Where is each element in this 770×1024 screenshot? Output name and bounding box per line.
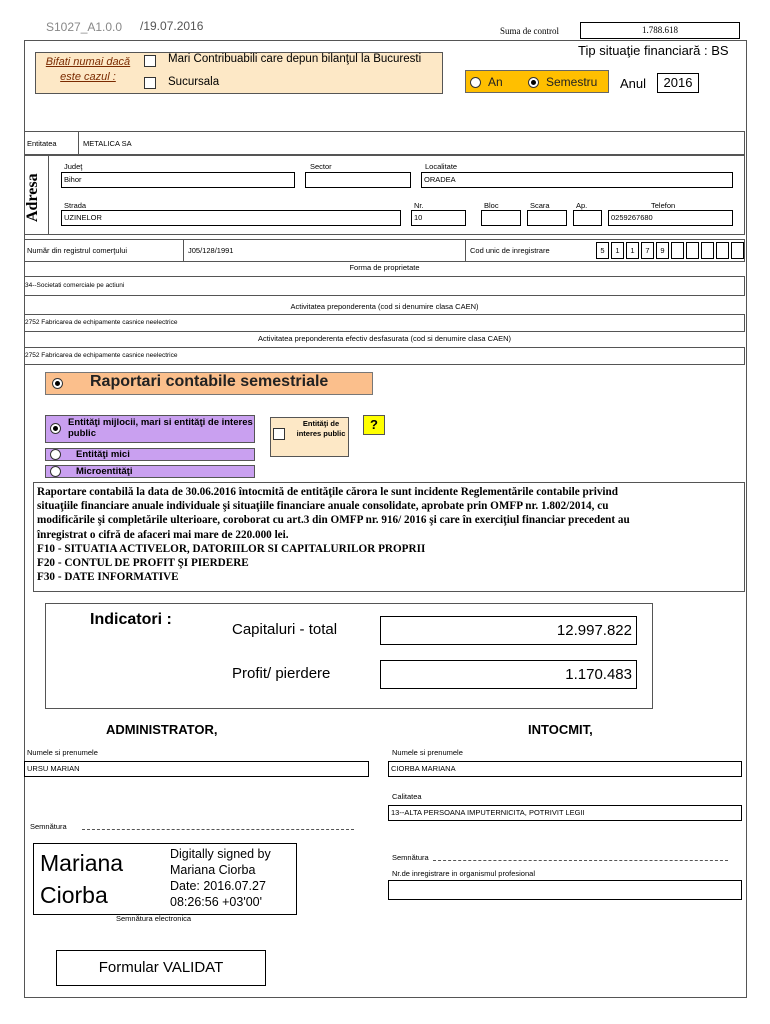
administrator-signature-line: [82, 829, 354, 830]
profit-label: Profit/ pierdere: [232, 665, 331, 682]
interes-public-label: Entităţi de interes public: [296, 419, 346, 438]
description-text: [37, 485, 743, 584]
validat-button[interactable]: Formular VALIDAT: [56, 950, 266, 986]
intocmit-signature-label: Semnătura: [392, 853, 429, 862]
cui-digit[interactable]: [731, 242, 744, 259]
cui-digit[interactable]: [686, 242, 699, 259]
cui-digit[interactable]: [671, 242, 684, 259]
raportari-title: Raportari contabile semestriale: [90, 373, 329, 390]
entity-type-large-radio[interactable]: [50, 423, 61, 434]
sucursala-checkbox[interactable]: [144, 77, 156, 89]
form-code: S1027_A1.0.0: [46, 20, 123, 34]
intocmit-name-field[interactable]: CIORBA MARIANA: [388, 761, 742, 777]
entity-row: [24, 131, 745, 155]
digital-signature-details: Digitally signed by Mariana Ciorba Date: 2016.07.27 08:26:56 +03'00': [170, 847, 271, 909]
registry-field[interactable]: J05/128/1991: [188, 246, 234, 255]
sector-field[interactable]: [305, 172, 411, 188]
year-field[interactable]: 2016: [657, 73, 699, 93]
caen-main-field[interactable]: 2752 Fabricarea de echipamente casnice neelectrice: [25, 319, 178, 326]
administrator-name-label: Numele si prenumele: [27, 748, 98, 757]
entity-type-small-radio[interactable]: [50, 449, 61, 460]
judet-label: Judeţ: [64, 162, 83, 171]
entity-value[interactable]: METALICA SA: [83, 139, 132, 148]
entity-divider: [78, 131, 79, 155]
raportari-radio[interactable]: [52, 378, 63, 389]
intocmit-name-label: Numele si prenumele: [392, 748, 463, 757]
ap-field[interactable]: [573, 210, 602, 226]
cui-digit[interactable]: [716, 242, 729, 259]
entity-type-micro-radio[interactable]: [50, 466, 61, 477]
registry-divider-1: [183, 239, 184, 262]
administrator-title: ADMINISTRATOR,: [106, 722, 218, 737]
ownership-field[interactable]: 34--Societati comerciale pe actiuni: [25, 282, 125, 289]
cui-digit[interactable]: 5: [596, 242, 609, 259]
indicators-title: Indicatori :: [90, 611, 172, 628]
capital-label: Capitaluri - total: [232, 621, 338, 638]
nr-label: Nr.: [414, 201, 424, 210]
bloc-label: Bloc: [484, 201, 499, 210]
telefon-field[interactable]: 0259267680: [608, 210, 733, 226]
caen-actual-label: Activitatea preponderenta efectiv desfasurata (cod si denumire clasa CAEN): [257, 334, 512, 343]
cui-digit[interactable]: 7: [641, 242, 654, 259]
entity-type-large-label: Entităţi mijlocii, mari si entităţi de interes public: [68, 417, 253, 439]
help-button[interactable]: ?: [363, 415, 385, 435]
judet-field[interactable]: Bihor: [61, 172, 295, 188]
nr-inreg-label: Nr.de inregistrare in organismul profesional: [392, 869, 535, 878]
nr-inreg-field[interactable]: [388, 880, 742, 900]
mari-contribuabili-label: Mari Contribuabili care depun bilanţul la Bucuresti: [168, 53, 422, 65]
cui-digit[interactable]: 9: [656, 242, 669, 259]
scara-label: Scara: [530, 201, 550, 210]
address-divider: [48, 155, 49, 235]
localitate-field[interactable]: ORADEA: [421, 172, 733, 188]
digital-signature-name: Mariana Ciorba: [40, 850, 124, 908]
calitatea-field[interactable]: 13--ALTA PERSOANA IMPUTERNICITA, POTRIVIT LEGII: [388, 805, 742, 821]
entity-type-micro-label: Microentităţi: [76, 466, 133, 477]
description-line: Raportare contabilă la data de 30.06.2016 întocmită de entităţile cărora le sunt incidente Reglementările contabile privind: [37, 486, 618, 498]
ownership-field-box: [24, 276, 745, 296]
administrator-name-field[interactable]: URSU MARIAN: [24, 761, 369, 777]
strada-label: Strada: [64, 201, 87, 210]
sucursala-label: Sucursala: [168, 76, 220, 88]
description-line: modificările şi completările ulterioare, coroborat cu art.3 din OMFP nr. 916/ 2016 şi care în exerciţiul financiar precedent au: [37, 514, 630, 527]
checksum-field[interactable]: 1.788.618: [580, 22, 740, 39]
bloc-field[interactable]: [481, 210, 521, 226]
intocmit-title: INTOCMIT,: [528, 722, 593, 737]
caen-actual-field[interactable]: 2752 Fabricarea de echipamente casnice neelectrice: [25, 352, 178, 359]
year-label: Anul: [620, 76, 647, 91]
scara-field[interactable]: [527, 210, 567, 226]
profit-field[interactable]: 1.170.483: [380, 660, 637, 689]
intocmit-signature-line: [433, 860, 728, 861]
telefon-label: Telefon: [651, 201, 676, 210]
address-title: Adresa: [24, 173, 41, 222]
nr-field[interactable]: 10: [411, 210, 466, 226]
cui-digit[interactable]: 1: [611, 242, 624, 259]
calitatea-label: Calitatea: [392, 792, 422, 801]
entity-type-small-label: Entităţi mici: [76, 449, 130, 460]
registry-divider-2: [465, 239, 466, 262]
cui-digit[interactable]: [701, 242, 714, 259]
period-an-label: An: [488, 75, 503, 89]
caen-main-label: Activitatea preponderenta (cod si denumire clasa CAEN): [290, 302, 479, 311]
description-line: înregistrat o cifră de afaceri mai mare de 220.000 lei.: [37, 528, 289, 541]
ap-label: Ap.: [576, 201, 588, 210]
period-an-radio[interactable]: [470, 77, 481, 88]
strada-field[interactable]: UZINELOR: [61, 210, 401, 226]
capital-field[interactable]: 12.997.822: [380, 616, 637, 645]
interes-public-checkbox[interactable]: [273, 428, 285, 440]
cui-label: Cod unic de inregistrare: [470, 246, 550, 255]
period-semestru-label: Semestru: [546, 75, 598, 89]
administrator-signature-label: Semnătura: [30, 822, 67, 831]
sector-label: Sector: [310, 162, 332, 171]
description-line: F30 - DATE INFORMATIVE: [37, 571, 179, 584]
ownership-label: Forma de proprietate: [349, 263, 420, 272]
digital-signature-caption: Semnătura electronica: [116, 914, 192, 923]
entity-label: Entitatea: [27, 139, 57, 148]
report-type-label: Tip situaţie financiară : BS: [578, 43, 729, 58]
mari-contribuabili-checkbox[interactable]: [144, 55, 156, 67]
form-date: /19.07.2016: [140, 19, 204, 33]
checksum-label: Suma de control: [500, 26, 559, 36]
optional-flags-label: Bifati numai dacă este cazul :: [45, 56, 131, 83]
localitate-label: Localitate: [425, 162, 458, 171]
registry-label: Număr din registrul comerţului: [27, 246, 128, 255]
description-line: situaţiile financiare anuale individuale şi situaţiile financiare anuale consolidate, aprobate prin OMFP nr. 1.802/2014, cu: [37, 500, 609, 513]
description-line: F10 - SITUATIA ACTIVELOR, DATORIILOR SI CAPITALURILOR PROPRII: [37, 542, 426, 555]
period-semestru-radio[interactable]: [528, 77, 539, 88]
description-line: F20 - CONTUL DE PROFIT ŞI PIERDERE: [37, 557, 249, 570]
cui-digit[interactable]: 1: [626, 242, 639, 259]
